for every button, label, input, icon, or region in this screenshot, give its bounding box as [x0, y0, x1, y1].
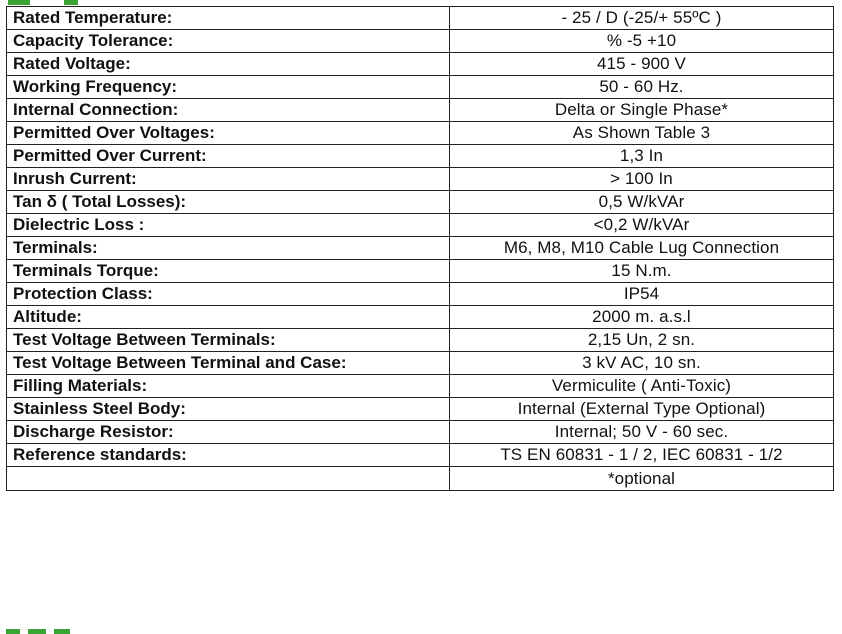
footer-fragment-3 [54, 629, 70, 634]
spec-value: 2,15 Un, 2 sn. [450, 329, 834, 352]
spec-label: Inrush Current: [7, 168, 450, 191]
spec-row [7, 260, 834, 283]
spec-label: Capacity Tolerance: [7, 30, 450, 53]
spec-row [7, 444, 834, 467]
spec-label: Filling Materials: [7, 375, 450, 398]
spec-value: *optional [450, 467, 834, 491]
spec-row [7, 283, 834, 306]
spec-row [7, 30, 834, 53]
spec-row [7, 76, 834, 99]
spec-value: 415 - 900 V [450, 53, 834, 76]
spec-value: As Shown Table 3 [450, 122, 834, 145]
spec-label [7, 467, 450, 491]
spec-label: Rated Voltage: [7, 53, 450, 76]
spec-row [7, 375, 834, 398]
spec-row [7, 53, 834, 76]
spec-value: 3 kV AC, 10 sn. [450, 352, 834, 375]
spec-label: Terminals Torque: [7, 260, 450, 283]
spec-value: Internal; 50 V - 60 sec. [450, 421, 834, 444]
spec-value: - 25 / D (-25/+ 55ºC ) [450, 7, 834, 30]
spec-value: Internal (External Type Optional) [450, 398, 834, 421]
spec-row [7, 191, 834, 214]
spec-row [7, 7, 834, 30]
spec-label: Permitted Over Voltages: [7, 122, 450, 145]
spec-label: Terminals: [7, 237, 450, 260]
heading-fragment-left [8, 0, 30, 5]
spec-row [7, 237, 834, 260]
spec-label: Rated Temperature: [7, 7, 450, 30]
spec-value: 15 N.m. [450, 260, 834, 283]
cropped-footer-fragment [0, 626, 842, 634]
spec-value: Delta or Single Phase* [450, 99, 834, 122]
spec-label: Protection Class: [7, 283, 450, 306]
spec-label: Internal Connection: [7, 99, 450, 122]
spec-row [7, 421, 834, 444]
spec-label: Permitted Over Current: [7, 145, 450, 168]
footer-fragment-2 [28, 629, 46, 634]
spec-row [7, 329, 834, 352]
spec-row [7, 168, 834, 191]
spec-value: % -5 +10 [450, 30, 834, 53]
spec-value: TS EN 60831 - 1 / 2, IEC 60831 - 1/2 [450, 444, 834, 467]
spec-row [7, 398, 834, 421]
spec-value: 1,3 In [450, 145, 834, 168]
cropped-heading-fragment [0, 0, 842, 5]
spec-value: 2000 m. a.s.l [450, 306, 834, 329]
spec-row [7, 122, 834, 145]
spec-row [7, 352, 834, 375]
spec-label: Altitude: [7, 306, 450, 329]
spec-value: M6, M8, M10 Cable Lug Connection [450, 237, 834, 260]
spec-value: > 100 In [450, 168, 834, 191]
spec-label: Test Voltage Between Terminals: [7, 329, 450, 352]
spec-row [7, 99, 834, 122]
spec-row [7, 306, 834, 329]
footer-fragment-1 [6, 629, 20, 634]
spec-label: Working Frequency: [7, 76, 450, 99]
spec-row [7, 214, 834, 237]
spec-value: 0,5 W/kVAr [450, 191, 834, 214]
specifications-table-body [7, 7, 834, 491]
spec-label: Test Voltage Between Terminal and Case: [7, 352, 450, 375]
spec-value: IP54 [450, 283, 834, 306]
spec-value: <0,2 W/kVAr [450, 214, 834, 237]
spec-label: Stainless Steel Body: [7, 398, 450, 421]
spec-value: Vermiculite ( Anti-Toxic) [450, 375, 834, 398]
spec-label: Tan δ ( Total Losses): [7, 191, 450, 214]
specifications-table [6, 6, 834, 491]
spec-value: 50 - 60 Hz. [450, 76, 834, 99]
spec-row [7, 145, 834, 168]
note-row [7, 467, 834, 491]
spec-label: Dielectric Loss : [7, 214, 450, 237]
spec-label: Discharge Resistor: [7, 421, 450, 444]
heading-fragment-right [64, 0, 78, 5]
spec-label: Reference standards: [7, 444, 450, 467]
